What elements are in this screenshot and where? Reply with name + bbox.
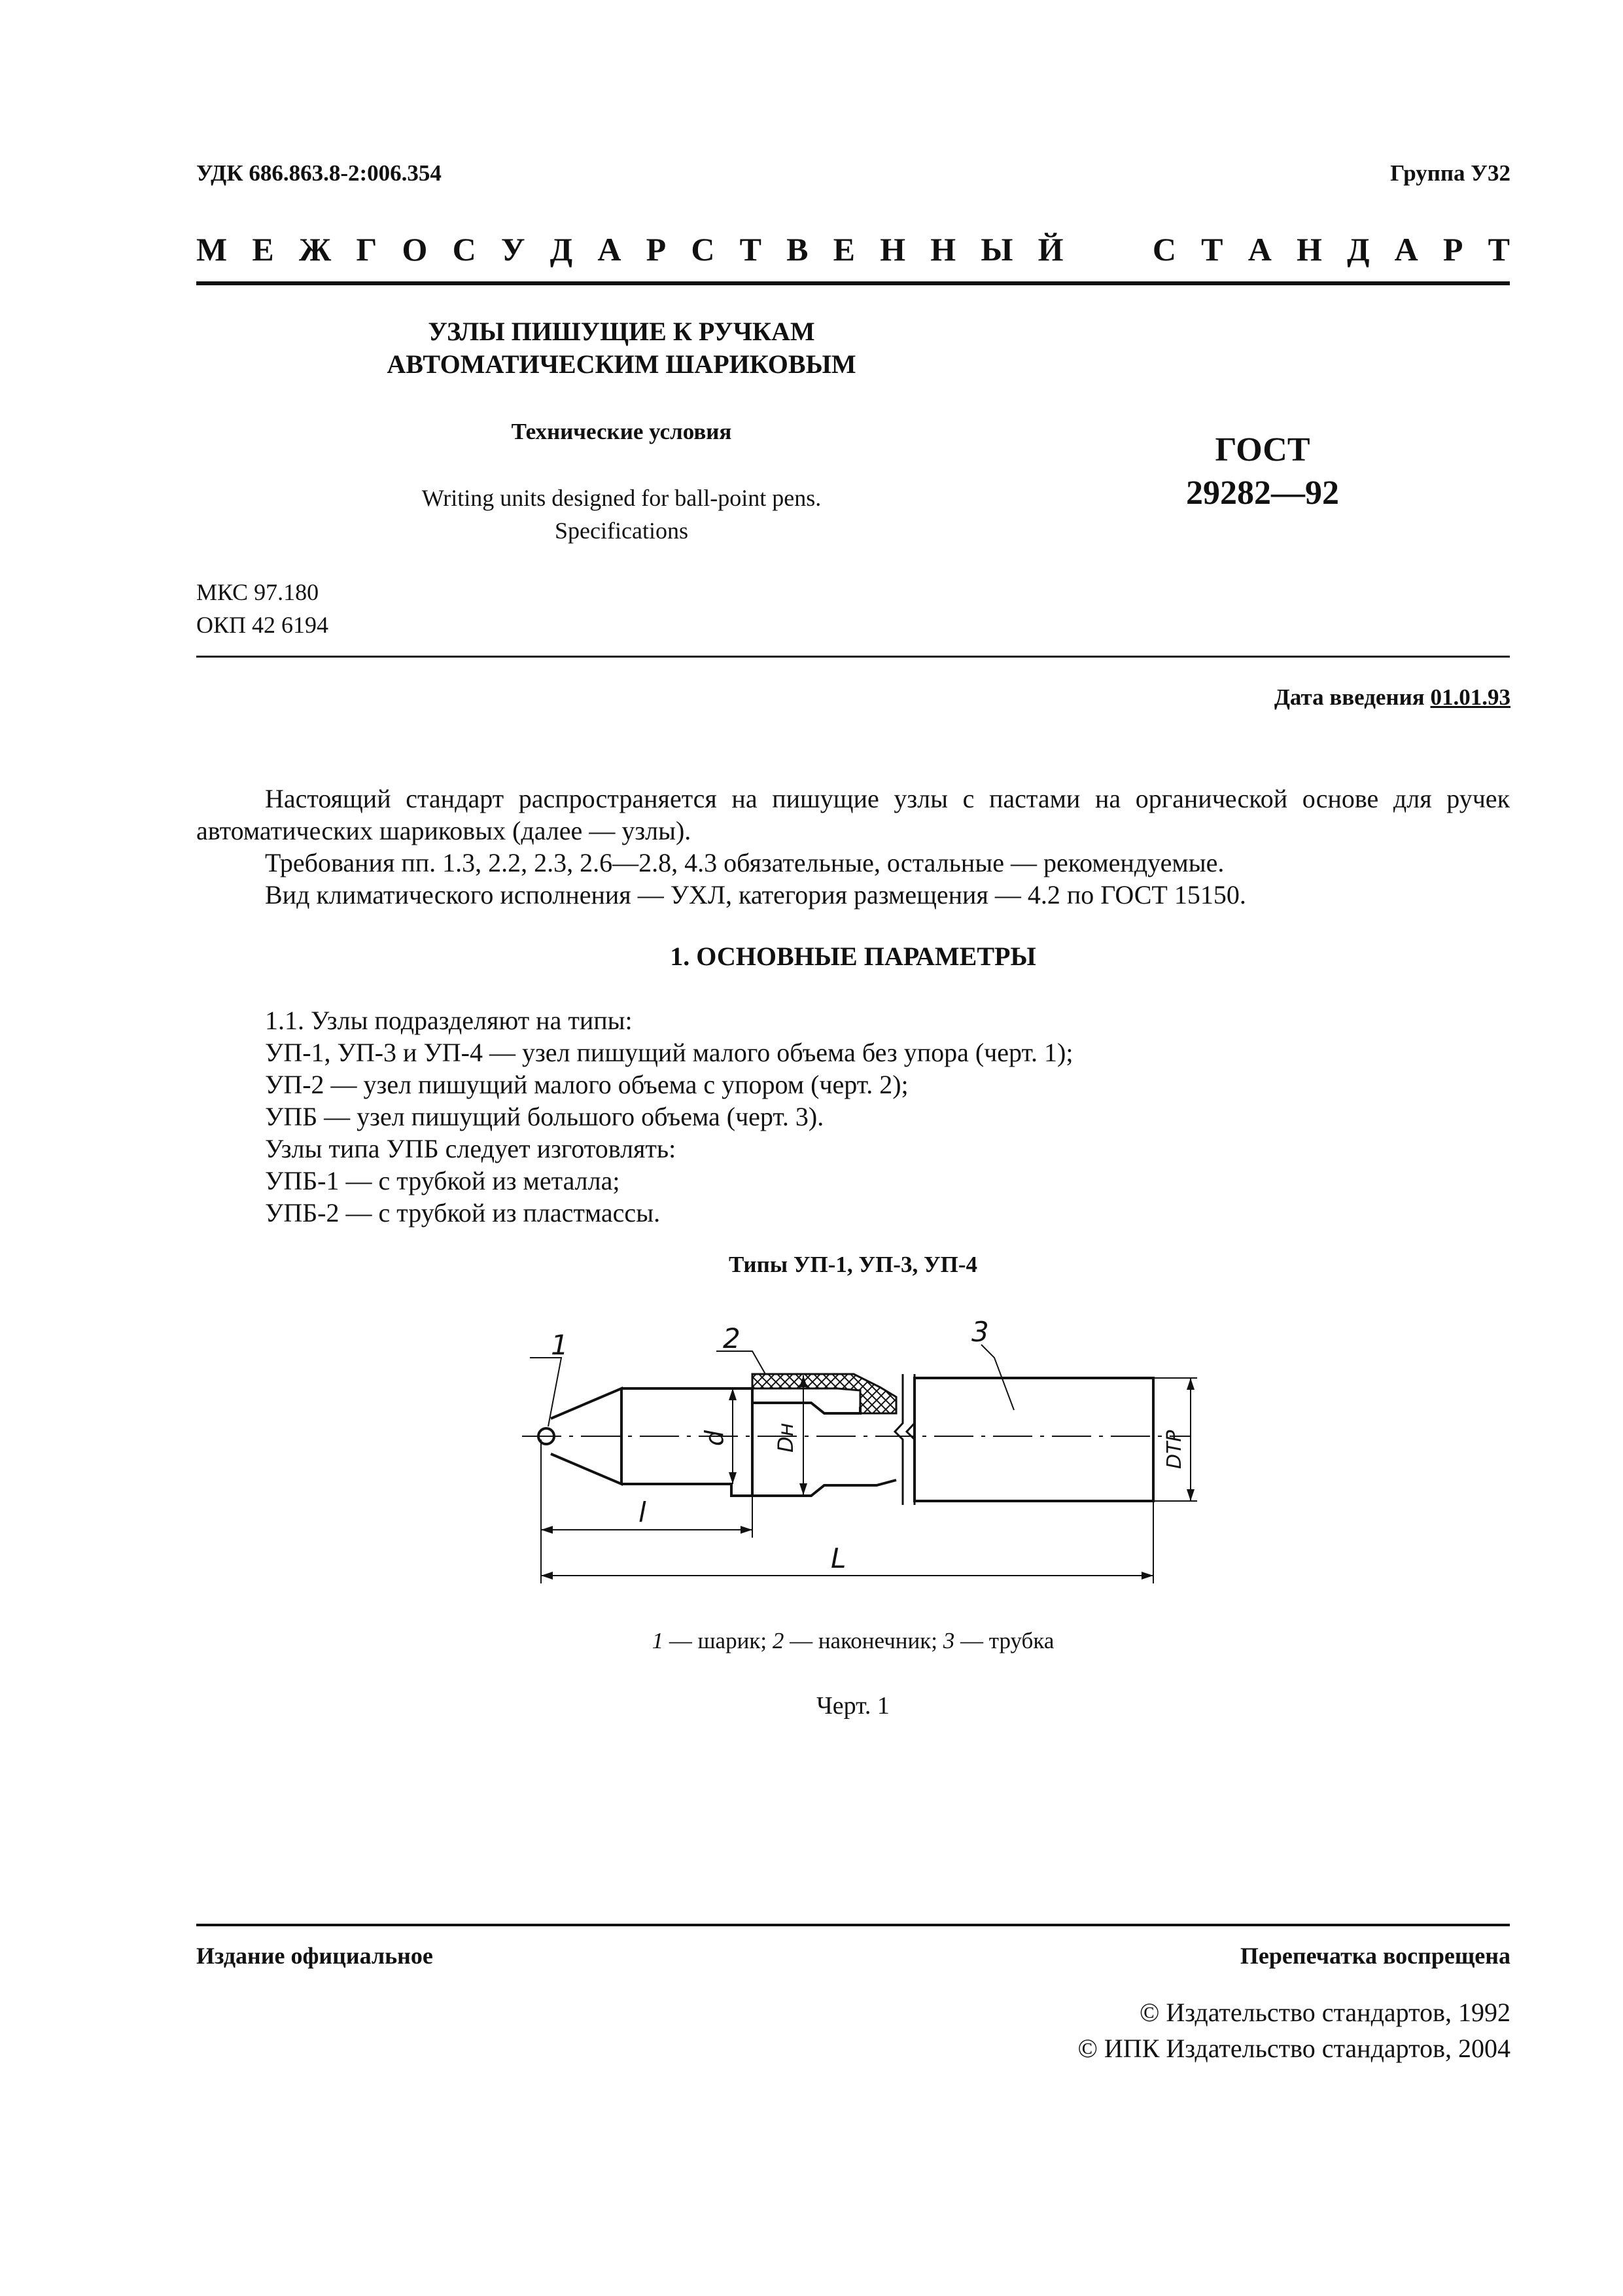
figure-title: Типы УП-1, УП-3, УП-4 bbox=[728, 1252, 978, 1277]
standard-banner bbox=[196, 230, 1510, 268]
figure-caption: Черт. 1 bbox=[816, 1692, 890, 1720]
banner-letter: Д bbox=[550, 231, 573, 268]
banner-letter: С bbox=[452, 231, 476, 268]
subtitle: Технические условия bbox=[511, 419, 732, 444]
banner-letter: Ы bbox=[981, 231, 1013, 268]
label-L: L bbox=[831, 1542, 846, 1574]
banner-letter: В bbox=[786, 231, 809, 268]
banner-letter: М bbox=[196, 231, 228, 268]
document-title bbox=[307, 315, 935, 381]
legend-number: 3 bbox=[943, 1628, 955, 1653]
gost-label: ГОСТ bbox=[1215, 431, 1310, 468]
banner-letter: У bbox=[500, 231, 525, 268]
banner-letter: Н bbox=[880, 231, 906, 268]
writing-unit-drawing bbox=[510, 1309, 1243, 1597]
label-ball: 1 bbox=[551, 1329, 568, 1361]
tip-sleeve bbox=[752, 1374, 896, 1413]
intro-text bbox=[196, 783, 1510, 911]
banner-gap bbox=[1089, 230, 1128, 268]
legend-text: — наконечник; bbox=[784, 1628, 943, 1653]
list-item: УП-1, УП-3 и УП-4 — узел пишущий малого объема без упора (черт. 1); bbox=[265, 1038, 1073, 1067]
title-line-2: АВТОМАТИЧЕСКИМ ШАРИКОВЫМ bbox=[387, 349, 856, 379]
official-edition: Издание официальное bbox=[196, 1943, 433, 1969]
date-label: Дата введения bbox=[1274, 684, 1425, 710]
types-list bbox=[265, 1004, 1508, 1229]
udc-code: УДК 686.863.8-2:006.354 bbox=[196, 160, 442, 186]
date-value: 01.01.93 bbox=[1430, 684, 1510, 710]
banner-letter: А bbox=[1248, 231, 1272, 268]
label-dtr: DТР bbox=[1163, 1430, 1186, 1469]
break-line bbox=[895, 1374, 903, 1505]
list-item: Узлы типа УПБ следует изготовлять: bbox=[265, 1134, 676, 1163]
figure-legend bbox=[196, 1628, 1510, 1654]
banner-letter: С bbox=[1152, 231, 1176, 268]
label-dn: Dн bbox=[773, 1422, 798, 1453]
intro-paragraph: Вид климатического исполнения — УХЛ, категория размещения — 4.2 по ГОСТ 15150. bbox=[265, 880, 1246, 910]
english-line-1: Writing units designed for ball-point pens. bbox=[421, 485, 822, 511]
classification-codes bbox=[196, 576, 328, 641]
legend-text: — трубка bbox=[954, 1628, 1055, 1653]
banner-letter: Г bbox=[356, 231, 377, 268]
banner-letter: Е bbox=[833, 231, 856, 268]
label-l: l bbox=[638, 1496, 646, 1528]
mks-code: МКС 97.180 bbox=[196, 579, 319, 605]
effective-date bbox=[1274, 684, 1510, 711]
banner-letter: Н bbox=[1296, 231, 1322, 268]
footer-rule bbox=[196, 1924, 1510, 1926]
banner-letter: Т bbox=[739, 231, 761, 268]
banner-letter: Е bbox=[252, 231, 274, 268]
intro-paragraph: Требования пп. 1.3, 2.2, 2.3, 2.6—2.8, 4.3 обязательные, остальные — рекомендуемые. bbox=[265, 848, 1225, 877]
list-item: 1.1. Узлы подразделяют на типы: bbox=[265, 1006, 633, 1035]
section-heading: 1. ОСНОВНЫЕ ПАРАМЕТРЫ bbox=[670, 942, 1036, 971]
banner-letter: Т bbox=[1488, 231, 1510, 268]
title-line-1: УЗЛЫ ПИШУЩИЕ К РУЧКАМ bbox=[428, 317, 815, 346]
banner-letter: А bbox=[597, 231, 621, 268]
reprint-notice: Перепечатка воспрещена bbox=[1240, 1943, 1510, 1969]
english-line-2: Specifications bbox=[555, 518, 688, 544]
label-d: d bbox=[700, 1430, 729, 1446]
banner-letter: Й bbox=[1038, 231, 1064, 268]
label-tube: 3 bbox=[971, 1316, 989, 1348]
banner-letter: Н bbox=[930, 231, 956, 268]
banner-letter: О bbox=[402, 231, 428, 268]
list-item: УПБ — узел пишущий большого объема (черт. 3). bbox=[265, 1102, 824, 1131]
tube bbox=[915, 1378, 1153, 1501]
list-item: УП-2 — узел пишущий малого объема с упором (черт. 2); bbox=[265, 1070, 909, 1099]
copyright bbox=[725, 1994, 1510, 2066]
banner-letter: Т bbox=[1201, 231, 1223, 268]
legend-number: 1 bbox=[652, 1628, 664, 1653]
banner-letter: Д bbox=[1347, 231, 1370, 268]
legend-number: 2 bbox=[772, 1628, 784, 1653]
list-item: УПБ-2 — с трубкой из пластмассы. bbox=[265, 1198, 661, 1227]
gost-number bbox=[1164, 429, 1361, 515]
label-tip: 2 bbox=[723, 1322, 741, 1354]
banner-letter: Р bbox=[1442, 231, 1463, 268]
copyright-line: © ИПК Издательство стандартов, 2004 bbox=[1077, 2034, 1510, 2063]
list-item: УПБ-1 — с трубкой из металла; bbox=[265, 1166, 620, 1195]
title-rule bbox=[196, 656, 1510, 658]
banner-letter: А bbox=[1394, 231, 1418, 268]
okp-code: ОКП 42 6194 bbox=[196, 612, 329, 638]
banner-letter: Р bbox=[646, 231, 667, 268]
group-code: Группа У32 bbox=[1390, 160, 1510, 186]
gost-code: 29282—92 bbox=[1186, 474, 1339, 512]
banner-letter: Ж bbox=[298, 231, 332, 268]
copyright-line: © Издательство стандартов, 1992 bbox=[1139, 1998, 1510, 2027]
intro-paragraph: Настоящий стандарт распространяется на пишущие узлы с пастами на органической основе для ручек автоматических шариковых (далее — узлы). bbox=[196, 784, 1510, 845]
legend-text: — шарик; bbox=[663, 1628, 773, 1653]
english-title bbox=[307, 482, 935, 547]
banner-rule bbox=[196, 281, 1510, 285]
banner-letter: С bbox=[691, 231, 715, 268]
